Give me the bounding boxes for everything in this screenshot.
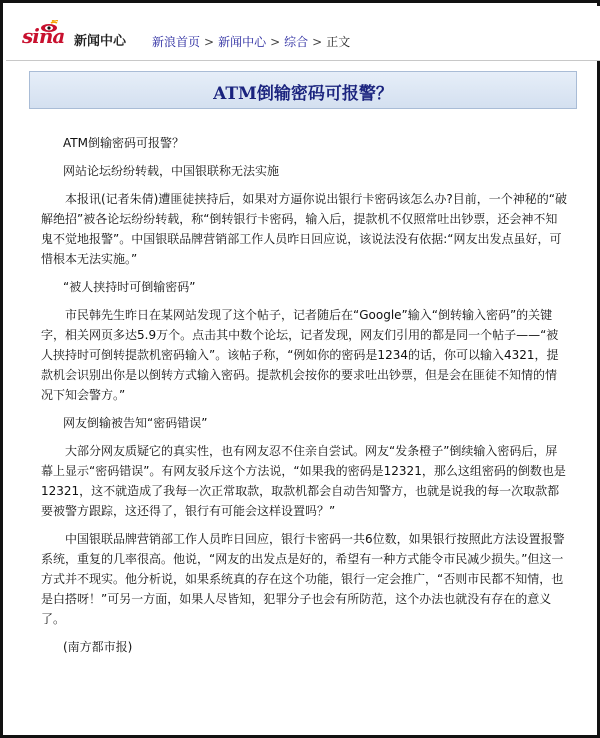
article-body [41, 133, 567, 665]
article-source: (南方都市报) [63, 640, 133, 654]
sina-logo[interactable] [18, 20, 130, 50]
section-name: 新闻中心 [74, 34, 127, 49]
breadcrumb-separator: > [270, 35, 281, 49]
breadcrumb-general[interactable]: 综合 [284, 35, 309, 49]
article-title-bar [29, 71, 577, 109]
article-subheading: “被人挟持时可倒输密码” [63, 280, 196, 294]
breadcrumb-current: 正文 [326, 35, 351, 49]
article-paragraph: 市民韩先生昨日在某网站发现了这个帖子，记者随后在“Google”输入“倒转输入密码”的关键字，相关网页多达5.9万个。点击其中数个论坛，记者发现，网友们引用的都是同一个帖子——“被人挟持时可倒转提款机密码输入”。该帖子称，“例如你的密码是1234的话，你可以输入4321，提款机会识别出你是以倒转方式输入密码。提款机会按你的要求吐出钞票，但是会在匪徒不知情的情况下知会警方。” [41, 308, 559, 402]
article-paragraph: ATM倒输密码可报警？ [63, 136, 184, 150]
article-paragraph: 大部分网友质疑它的真实性，也有网友忍不住亲自尝试。网友“发条橙子”倒续输入密码后，屏幕上显示“密码错误”。有网友驳斥这个方法说，“如果我的密码是12321，那么这组密码的倒数也是12321，这不就造成了我每一次正常取款，取款机都会自动告知警方，也就是说我的每一次取款都要被警方跟踪，这还得了，银行有可能会这样设置吗？” [41, 444, 566, 518]
article-paragraph: 中国银联品牌营销部工作人员昨日回应，银行卡密码一共6位数，如果银行按照此方法设置报警系统，重复的几率很高。他说，“网友的出发点是好的，希望有一种方式能令市民减少损失。”但这一方式并不现实。他分析说，如果系统真的存在这个功能，银行一定会推广，“否则市民都不知情，也是白搭呀！”可另一方面，如果人尽皆知，犯罪分子也会有所防范，这个办法也就没有存在的意义了。 [41, 532, 565, 626]
article-title: ATM倒输密码可报警？ [213, 84, 393, 104]
breadcrumb [152, 33, 350, 50]
site-header [6, 6, 600, 61]
breadcrumb-separator: > [204, 35, 215, 49]
article-paragraph: 本报讯(记者朱倩)遭匪徒挟持后，如果对方逼你说出银行卡密码该怎么办?目前，一个神秘的“破解绝招”被各论坛纷纷转载，称“倒转银行卡密码，输入后，提款机不仅照常吐出钞票，还会神不知鬼不觉地报警”。中国银联品牌营销部工作人员昨日回应说，该说法没有依据:“网友出发点虽好，可惜根本无法实施。” [41, 192, 567, 266]
article-subheading: 网友倒输被告知“密码错误” [63, 416, 208, 430]
logo-wordmark: sina [22, 24, 65, 48]
breadcrumb-news[interactable]: 新闻中心 [218, 35, 267, 49]
breadcrumb-separator: > [312, 35, 323, 49]
breadcrumb-home[interactable]: 新浪首页 [152, 35, 201, 49]
article-subtitle: 网站论坛纷纷转载，中国银联称无法实施 [63, 164, 280, 178]
